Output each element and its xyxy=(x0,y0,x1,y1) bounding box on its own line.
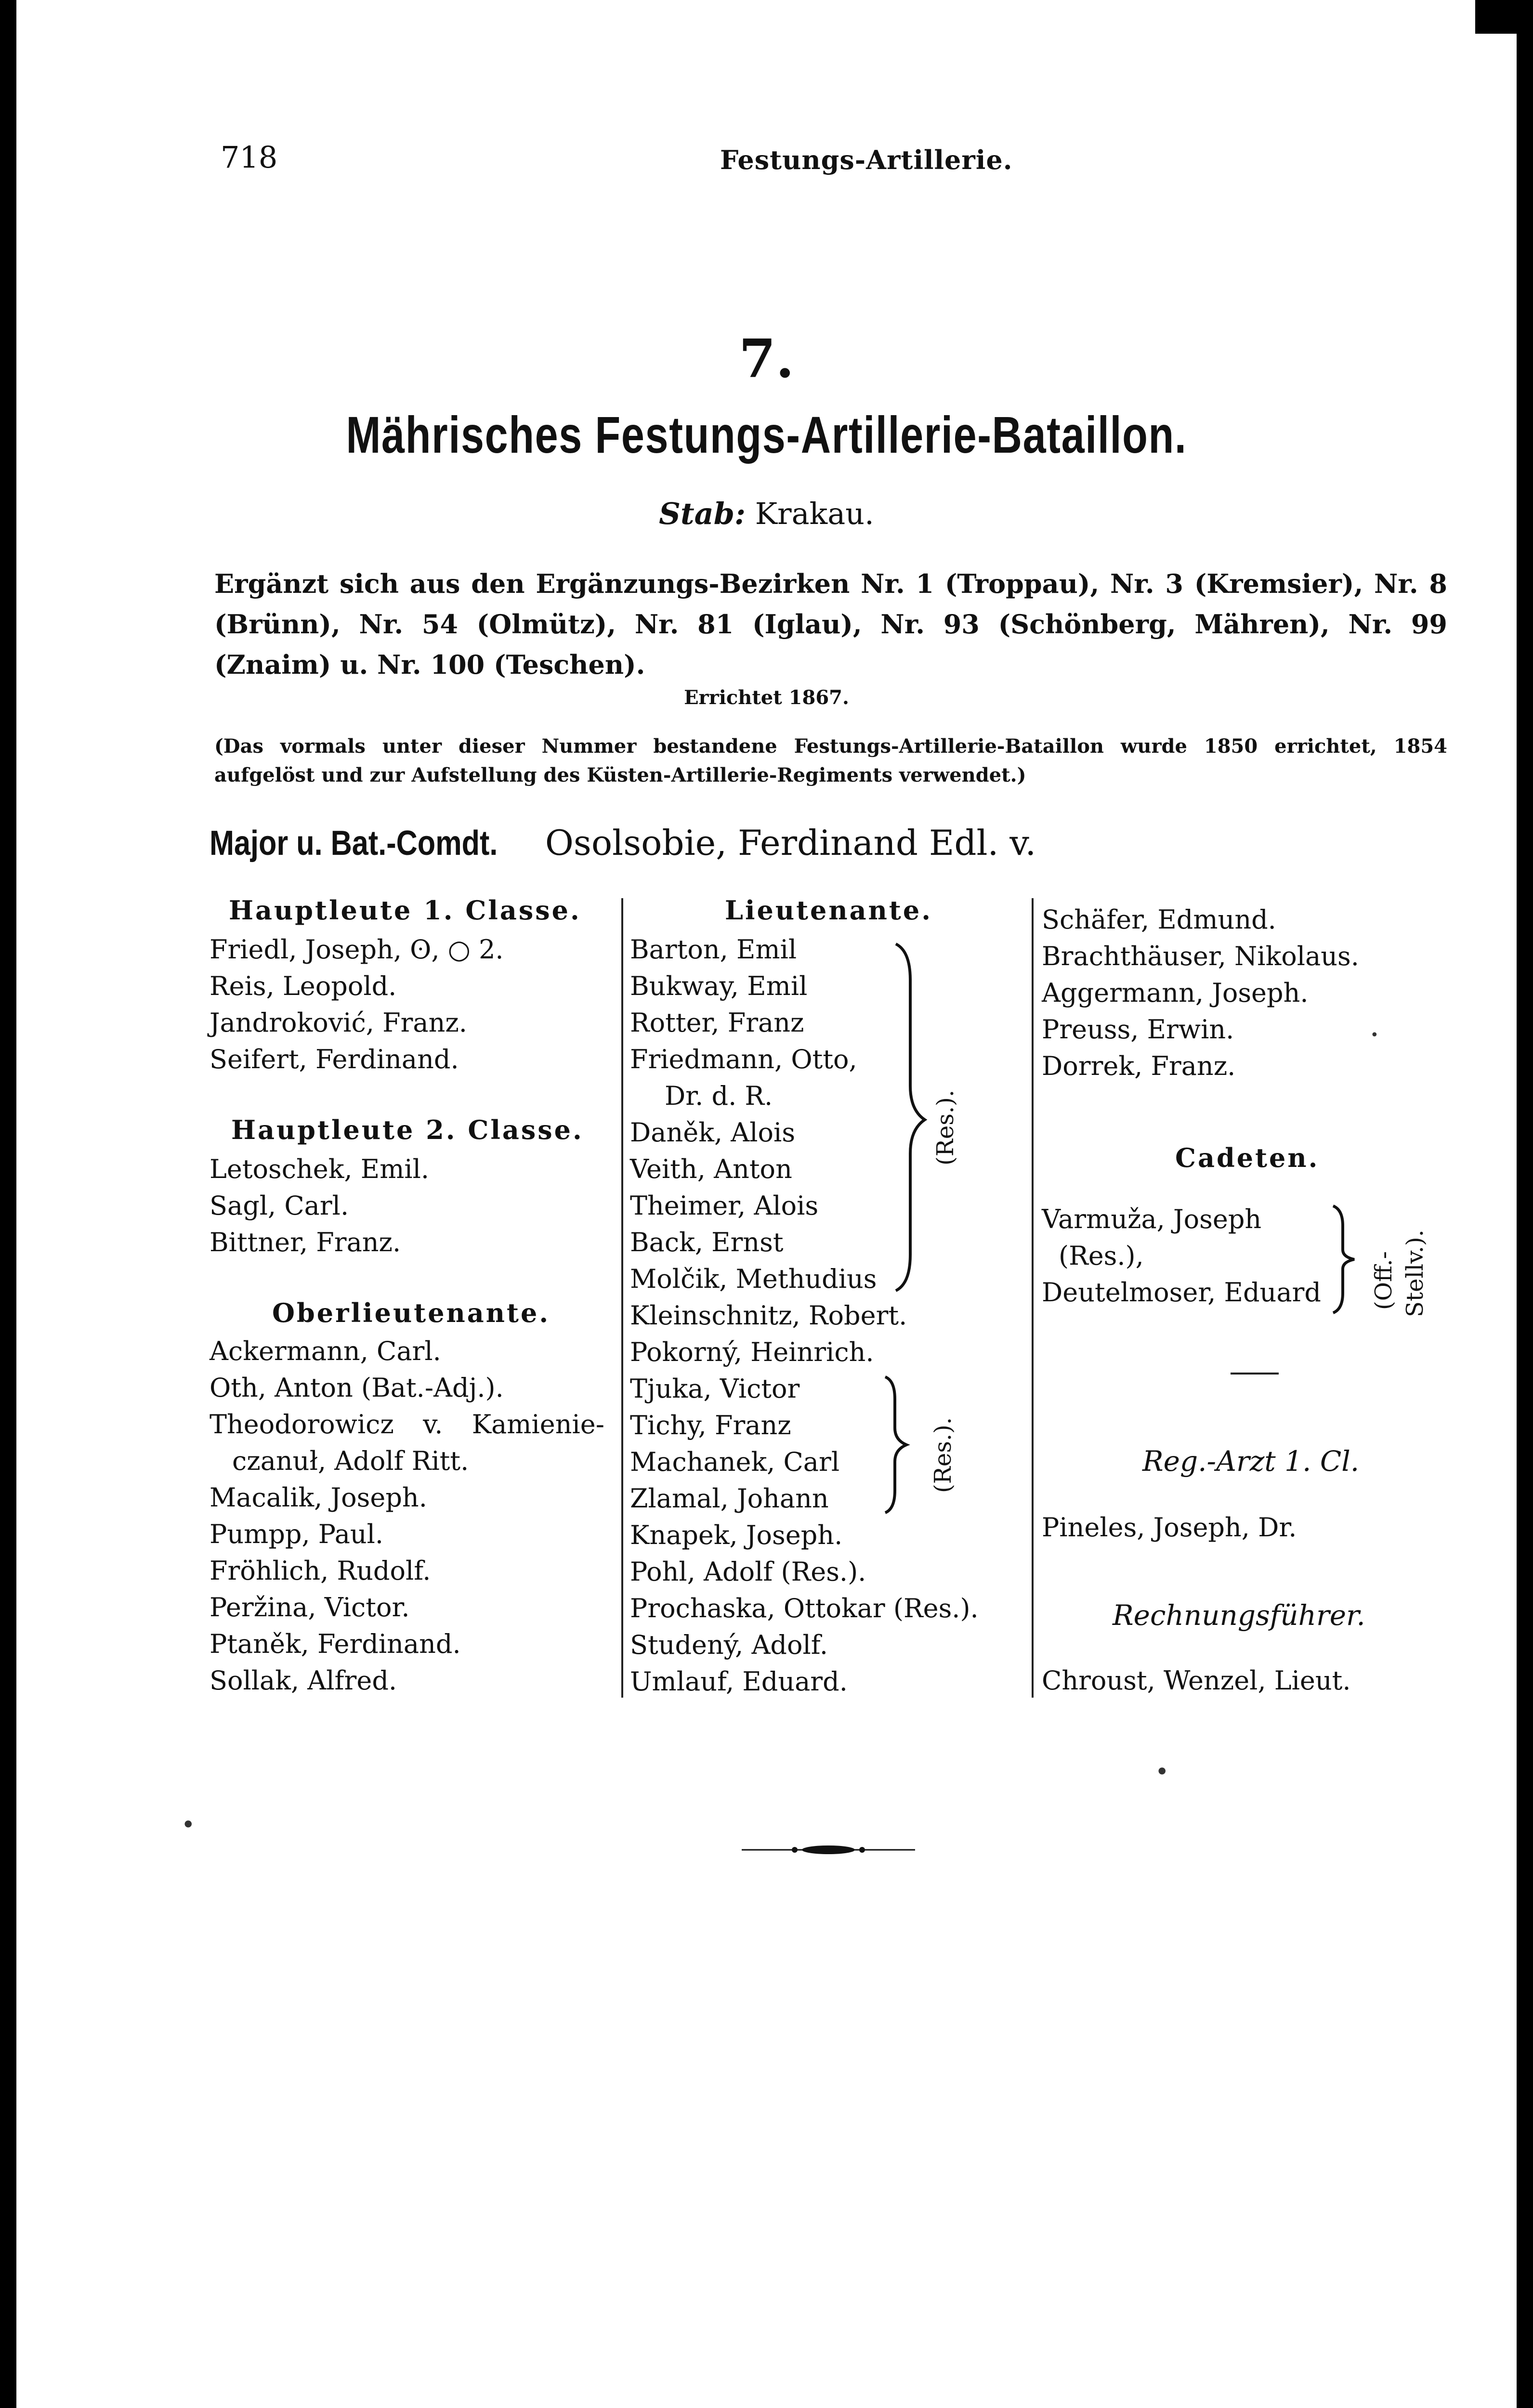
list-item: Bittner, Franz. xyxy=(210,1227,401,1257)
list-item: Rotter, Franz xyxy=(630,1008,804,1038)
list-item: Aggermann, Joseph. xyxy=(1042,978,1309,1008)
list-item: Oth, Anton (Bat.-Adj.). xyxy=(210,1373,504,1403)
lieutenante-heading: Lieutenante. xyxy=(725,895,933,926)
list-item: Deutelmoser, Eduard xyxy=(1042,1277,1321,1308)
stab-label: Stab: xyxy=(659,496,746,531)
list-item: Seifert, Ferdinand. xyxy=(210,1044,459,1074)
oberlieutenante-heading: Oberlieutenante. xyxy=(272,1297,550,1328)
list-item: Bukway, Emil xyxy=(630,971,808,1001)
section-number: 7. xyxy=(739,327,794,390)
column-divider-1 xyxy=(621,898,623,1698)
reserve-label-1: (Res.). xyxy=(932,1089,959,1165)
list-item: Studený, Adolf. xyxy=(630,1630,828,1660)
list-item: Zlamal, Johann xyxy=(630,1483,829,1514)
list-item: Pineles, Joseph, Dr. xyxy=(1042,1512,1297,1543)
stab-line xyxy=(0,496,1533,531)
commander-rank: Major u. Bat.-Comdt. xyxy=(210,824,498,863)
list-item: Theimer, Alois xyxy=(630,1191,819,1221)
brace-cadeten xyxy=(1329,1204,1363,1315)
list-item: Sagl, Carl. xyxy=(210,1191,349,1221)
list-item: Daněk, Alois xyxy=(630,1117,796,1148)
list-item: Varmuža, Joseph xyxy=(1042,1204,1262,1234)
scan-dot: • xyxy=(181,1811,196,1839)
list-item: Peržina, Victor. xyxy=(210,1592,410,1623)
list-item: Knapek, Joseph. xyxy=(630,1520,843,1550)
cadeten-label-2: Stellv.). xyxy=(1402,1230,1428,1317)
list-item: Pohl, Adolf (Res.). xyxy=(630,1557,866,1587)
list-item: Ptaněk, Ferdinand. xyxy=(210,1629,461,1659)
list-item: Umlauf, Eduard. xyxy=(630,1666,848,1697)
list-item: Kleinschnitz, Robert. xyxy=(630,1300,907,1331)
brace-reserve-2 xyxy=(881,1375,915,1515)
list-item: Friedl, Joseph, ʘ, ○ 2. xyxy=(210,934,504,965)
list-item: Reis, Leopold. xyxy=(210,971,397,1001)
hauptleute2-heading: Hauptleute 2. Classe. xyxy=(231,1114,584,1145)
established-line: Errichtet 1867. xyxy=(684,686,849,709)
list-item: Back, Ernst xyxy=(630,1227,784,1257)
list-item: Theodorowicz v. Kamienie- xyxy=(210,1409,604,1440)
stab-place: Krakau. xyxy=(755,496,874,531)
brace-reserve-1 xyxy=(891,942,934,1293)
list-item: Molčik, Methudius xyxy=(630,1264,877,1294)
cadeten-heading: Cadeten. xyxy=(1175,1142,1320,1173)
list-item: Brachthäuser, Nikolaus. xyxy=(1042,941,1359,971)
list-item: Schäfer, Edmund. xyxy=(1042,904,1276,935)
commander-name: Osolsobie, Ferdinand Edl. v. xyxy=(545,823,1036,863)
section-title: Mährisches Festungs-Artillerie-Bataillon. xyxy=(346,406,1187,464)
list-item: Chroust, Wenzel, Lieut. xyxy=(1042,1665,1351,1696)
list-item: Barton, Emil xyxy=(630,934,797,965)
list-item: Pumpp, Paul. xyxy=(210,1519,384,1549)
list-item: Preuss, Erwin. xyxy=(1042,1014,1234,1045)
hauptleute1-heading: Hauptleute 1. Classe. xyxy=(229,895,581,926)
list-item: Veith, Anton xyxy=(630,1154,792,1184)
list-item: Tichy, Franz xyxy=(630,1410,791,1440)
list-item: Fröhlich, Rudolf. xyxy=(210,1556,431,1586)
list-item: Macalik, Joseph. xyxy=(210,1482,427,1513)
list-item: (Res.), xyxy=(1059,1241,1144,1271)
list-item: czanuł, Adolf Ritt. xyxy=(232,1446,469,1476)
rechnung-heading: Rechnungsführer. xyxy=(1113,1599,1365,1632)
history-note: (Das vormals unter dieser Nummer bestandene Festungs-Artillerie-Bataillon wurde 1850 errichtet, 1854 aufgelöst und zur Aufstellung des Küsten-Artillerie-Regiments verwendet.) xyxy=(214,735,1447,786)
list-item: Sollak, Alfred. xyxy=(210,1665,397,1696)
list-item: Dr. d. R. xyxy=(665,1081,773,1111)
list-item: Tjuka, Victor xyxy=(630,1374,800,1404)
list-item: Pokorný, Heinrich. xyxy=(630,1337,874,1367)
scan-dot: • xyxy=(1370,1027,1379,1044)
ornament-divider-icon xyxy=(742,1843,915,1857)
list-item: Ackermann, Carl. xyxy=(210,1336,441,1366)
list-item: Friedmann, Otto, xyxy=(630,1044,857,1074)
list-item: Jandroković, Franz. xyxy=(210,1008,467,1038)
list-item: Dorrek, Franz. xyxy=(1042,1051,1236,1081)
reserve-label-2: (Res.). xyxy=(930,1417,956,1493)
column-divider-2 xyxy=(1032,898,1034,1698)
list-item: Letoschek, Emil. xyxy=(210,1154,430,1184)
supplement-paragraph: Ergänzt sich aus den Ergänzungs-Bezirken Nr. 1 (Troppau), Nr. 3 (Kremsier), Nr. 8 (Brünn), Nr. 54 (Olmütz), Nr. 81 (Iglau), Nr. 93 (Schönberg, Mähren), Nr. 99 (Znaim) u. Nr. 100 (Teschen). xyxy=(214,568,1447,680)
scan-border-corner xyxy=(1475,0,1533,34)
page-number: 718 xyxy=(221,140,278,175)
list-item: Prochaska, Ottokar (Res.). xyxy=(630,1593,979,1623)
cadeten-label-1: (Off.- xyxy=(1370,1251,1397,1310)
list-item: Machanek, Carl xyxy=(630,1447,840,1477)
arzt-heading: Reg.-Arzt 1. Cl. xyxy=(1142,1445,1360,1478)
rule-short xyxy=(1231,1373,1279,1374)
scan-dot: • xyxy=(1155,1758,1169,1786)
running-head: Festungs-Artillerie. xyxy=(720,144,1013,175)
commander-line xyxy=(210,823,1036,863)
